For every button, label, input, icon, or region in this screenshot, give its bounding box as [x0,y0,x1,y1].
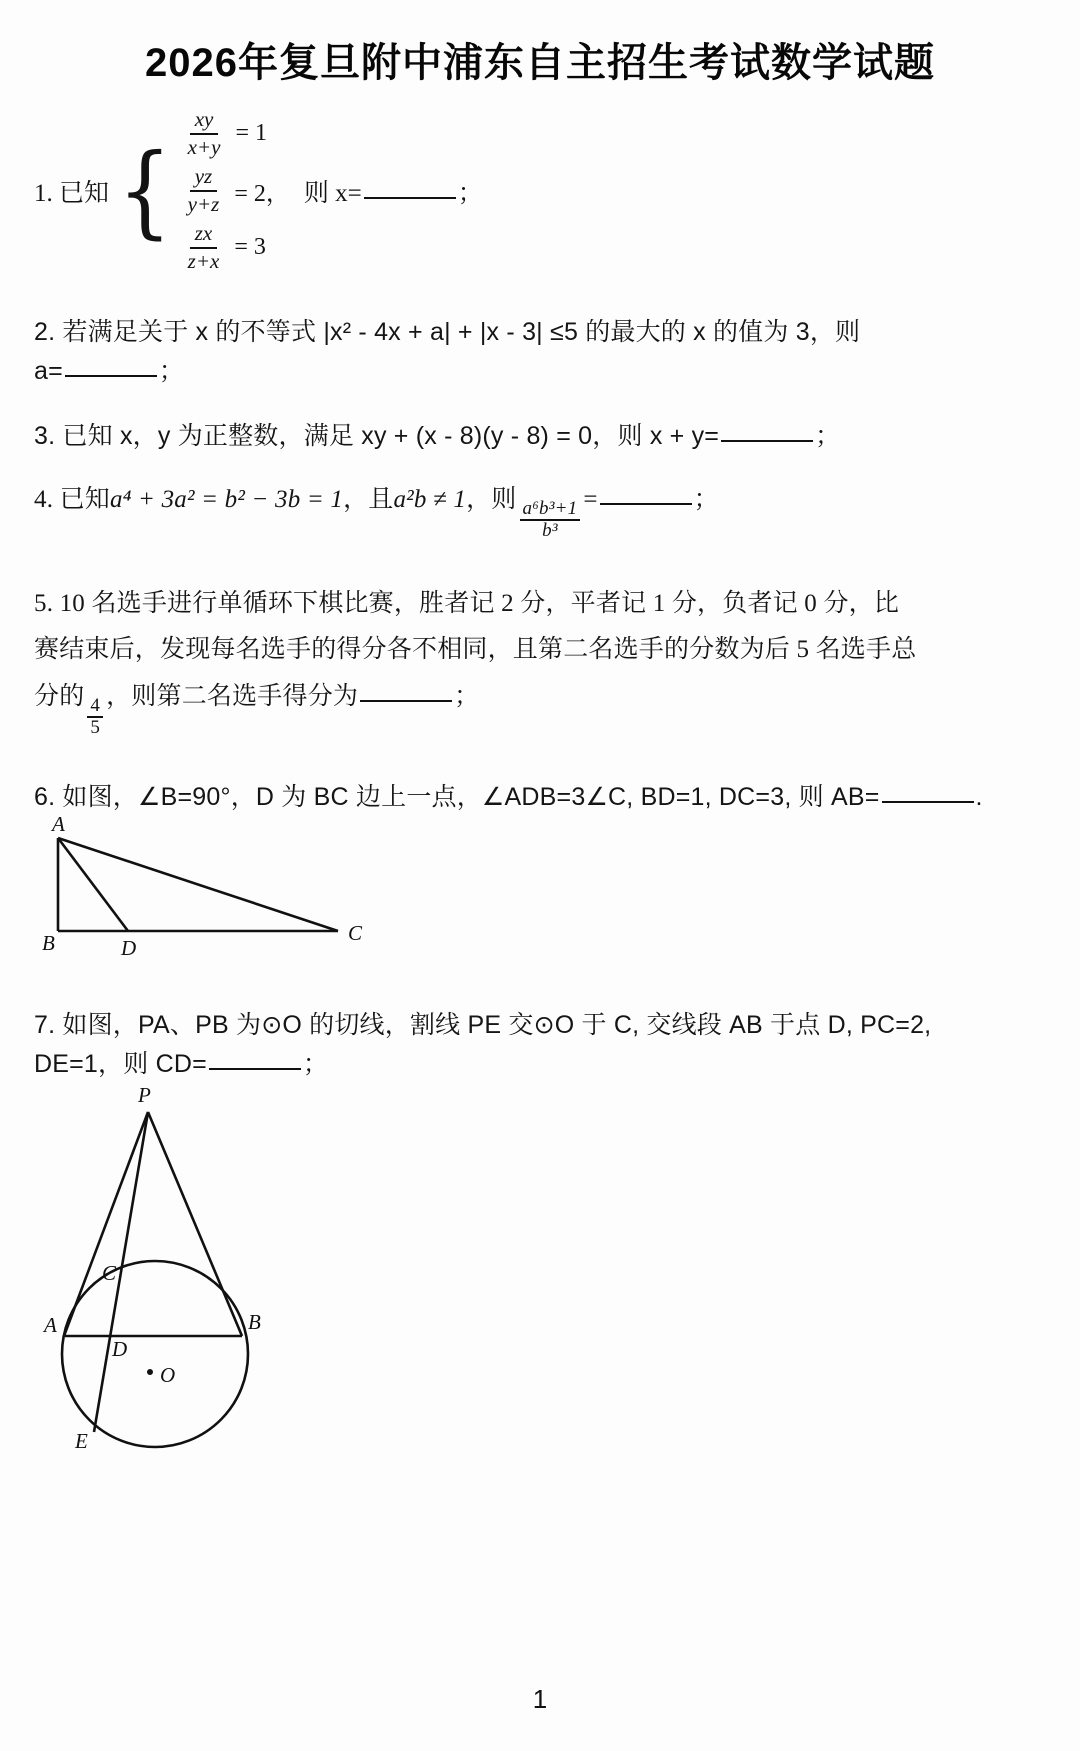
system-row [179,165,290,216]
question-2-number: 2. [34,318,56,347]
fraction: $\frac{zx}{z+x}$ [187,221,220,273]
question-5-line-1: 5. 10 名选手进行单循环下棋比赛，胜者记 2 分，平者记 1 分，负者记 0 分，比 [34,590,900,618]
system-row [179,108,290,159]
figure-label-A: A [52,816,65,837]
question-5-number: 5. [34,590,54,618]
question-1-system [179,108,290,273]
question-2-line-2: a= ； [34,356,185,385]
answer-blank [882,800,974,803]
question-1-lead [34,173,109,209]
question-1-number: 1. [34,179,53,207]
figure-label-O: O [160,1362,176,1387]
question-4-expression-2: a²b ≠ 1 [393,486,467,514]
question-7-number: 7. [34,1011,56,1040]
left-brace-icon: { [117,131,172,249]
question-2-text: 若满足关于 x 的不等式 |x² - 4x + a| + |x - 3| ≤5 的最大的 x 的值为 3，则 [62,318,861,347]
question-7-line-2: DE=1，则 CD= ； [34,1050,329,1079]
figure-label-D: D [112,1336,128,1361]
fraction: $\frac{\text{a⁶b³+1}}{\text{b³}}$ [520,499,581,541]
fraction: $\frac{yz}{y+z}$ [187,164,220,216]
question-4: 4. 已知a⁴ + 3a² = b² − 3b = 1，且a²b ≠ 1，则 $\frac{\text{a⁶b³+1}}{\text{b³}}$ = ； [34,486,719,542]
figure-label-P: P [138,1083,151,1107]
fraction: $\frac{xy}{x+y}$ [187,107,221,159]
question-5 [0,581,1080,737]
question-4-mid-2: ，则 [466,486,517,514]
question-1 [0,108,1080,273]
question-6-figure [0,816,1080,966]
question-5-line-2: 赛结束后，发现每名选手的得分各不相同，且第二名选手的分数为后 5 名选手总 [34,636,917,664]
question-3-number: 3. [34,421,56,450]
question-6-number: 6. [34,782,56,811]
fraction: $\frac{4}{5}$ [87,696,103,738]
question-7-line-1: 7. 如图，PA、PB 为⊙O 的切线，割线 PE 交⊙O 于 C, 交线段 AB 于点 D, PC=2, [34,1011,932,1040]
question-6: 6. 如图，∠B=90°，D 为 BC 边上一点，∠ADB=3∠C, BD=1, DC=3, 则 AB= . [34,782,983,811]
equation-rhs: = 2， [234,181,290,208]
answer-blank [209,1067,301,1070]
figure-label-B: B [248,1309,261,1334]
figure-label-A: A [44,1312,57,1337]
figure-label-E: E [75,1428,88,1453]
question-2-line-1 [34,313,1046,352]
question-1-lead-text: 已知 [59,179,110,207]
equation-rhs: = 1 [235,120,267,147]
question-4-expression-1: a⁴ + 3a² = b² − 3b = 1 [110,486,344,514]
figure-label-D: D [121,936,137,961]
answer-blank [65,374,157,377]
figure-label-B: B [42,931,55,956]
question-1-tail: 则 x= ； [303,179,483,207]
answer-blank [364,196,456,199]
question-7 [0,1006,1080,1084]
page-number: 1 [532,1684,548,1714]
question-3: 3. 已知 x，y 为正整数，满足 xy + (x - 8)(y - 8) = 0，则 x + y= ； [34,421,841,450]
question-5-line-3: 分的 $\frac{4}{5}$ ，则第二名选手得分为 ； [34,682,480,738]
question-6-text: 如图，∠B=90°，D 为 BC 边上一点，∠ADB=3∠C, BD=1, DC=3, 则 AB= [62,782,880,811]
equation-rhs: = 3 [234,234,266,261]
page-title: 2026年复旦附中浦东自主招生考试数学试题 [145,41,935,85]
question-4-number: 4. [34,486,54,514]
answer-blank [721,439,813,442]
answer-blank [360,699,452,702]
question-7-figure [0,1084,1080,1464]
figure-label-C: C [348,921,363,946]
figure-label-C: C [102,1260,117,1285]
answer-blank [600,502,692,505]
question-2 [0,313,1080,391]
question-3-text: 已知 x，y 为正整数，满足 xy + (x - 8)(y - 8) = 0，则 x + y= [62,421,720,450]
system-row [179,222,290,273]
question-4-text-before: 已知 [59,486,111,514]
question-4-mid: ，且 [343,486,394,514]
